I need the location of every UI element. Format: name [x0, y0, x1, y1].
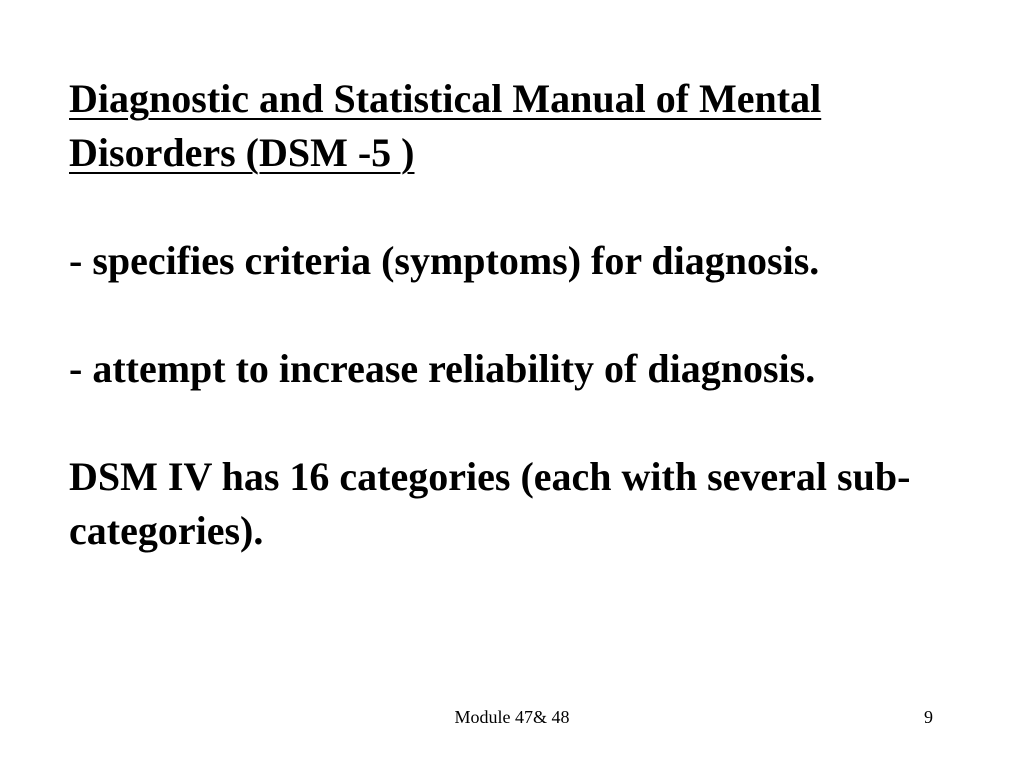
- footer-module-label: Module 47& 48: [454, 707, 570, 727]
- slide-content: [69, 72, 949, 558]
- bullet-criteria: - specifies criteria (symptoms) for diagnosis.: [69, 238, 820, 283]
- bullet-reliability: - attempt to increase reliability of diagnosis.: [69, 346, 816, 391]
- slide-title: Diagnostic and Statistical Manual of Mental Disorders (DSM -5 ): [69, 76, 822, 175]
- dsm-iv-note: DSM IV has 16 categories (each with several sub-categories).: [69, 454, 911, 553]
- page-number: 9: [924, 707, 933, 727]
